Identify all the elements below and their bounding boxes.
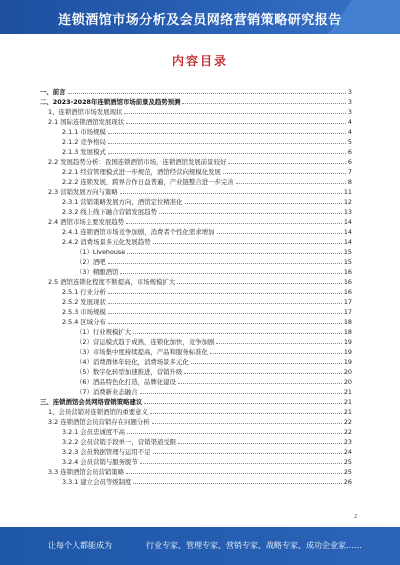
toc-entry[interactable] bbox=[40, 396, 352, 406]
toc-entry[interactable] bbox=[40, 146, 352, 156]
toc-entry-title: 3.2.4 会员营销与服务脱节 bbox=[62, 458, 138, 466]
toc-entry[interactable] bbox=[40, 276, 352, 286]
document-header-banner bbox=[0, 0, 400, 34]
toc-entry-page: 20 bbox=[343, 368, 352, 376]
toc-entry[interactable] bbox=[40, 456, 352, 466]
toc-entry-page: 5 bbox=[347, 138, 352, 146]
toc-entry-title: 3.2 连锁酒馆会员营销存在问题分析 bbox=[48, 418, 150, 426]
toc-entry-page: 21 bbox=[343, 398, 352, 406]
toc-entry-title: 2.3 营销发展方向与策略 bbox=[48, 188, 118, 196]
toc-leader-dots bbox=[182, 102, 345, 104]
toc-entry[interactable] bbox=[40, 416, 352, 426]
toc-entry-page: 19 bbox=[343, 338, 352, 346]
toc-entry-page: 19 bbox=[343, 358, 352, 366]
toc-entry[interactable] bbox=[40, 306, 352, 316]
toc-entry-page: 8 bbox=[347, 178, 352, 186]
toc-entry-title: 三、连锁酒馆会员网络营销策略建议 bbox=[40, 398, 143, 406]
toc-entry[interactable] bbox=[40, 326, 352, 336]
toc-entry-page: 14 bbox=[343, 238, 352, 246]
toc-leader-dots bbox=[127, 432, 342, 434]
toc-heading: 内容目录 bbox=[171, 54, 228, 68]
toc-entry-title: 3.2.3 会员数据管理与运用不足 bbox=[62, 448, 151, 456]
toc-entry[interactable] bbox=[40, 466, 352, 476]
toc-entry-title: 2.5.2 发展现状 bbox=[62, 298, 106, 306]
toc-entry-title: 2.2.2 连锁发展，跨界合作日益普遍，产业链整合进一步完善 bbox=[62, 178, 234, 186]
toc-leader-dots bbox=[223, 172, 346, 174]
toc-leader-dots bbox=[108, 302, 342, 304]
toc-entry-title: 二、2023-2028年连锁酒馆市场前景及趋势预测 bbox=[40, 98, 181, 106]
toc-entry-page: 25 bbox=[343, 458, 352, 466]
toc-leader-dots bbox=[108, 322, 342, 324]
toc-entry-title: 3.2.1 会员忠诚度不高 bbox=[62, 428, 126, 436]
toc-entry[interactable] bbox=[40, 116, 352, 126]
toc-entry-title: 2.4.2 消费场景多元化发展趋势 bbox=[62, 238, 151, 246]
toc-entry-title: （4）消费群体年轻化，消费场景多元化 bbox=[76, 358, 189, 366]
toc-leader-dots bbox=[68, 92, 346, 94]
toc-entry-page: 6 bbox=[347, 158, 352, 166]
toc-entry-title: 一、前言 bbox=[40, 88, 66, 96]
toc-entry-page: 3 bbox=[347, 88, 352, 96]
toc-entry[interactable] bbox=[40, 206, 352, 216]
toc-leader-dots bbox=[140, 392, 342, 394]
toc-entry[interactable] bbox=[40, 316, 352, 326]
table-of-contents bbox=[40, 86, 352, 486]
toc-entry-title: 2.1.1 市场规模 bbox=[62, 128, 106, 136]
toc-entry[interactable] bbox=[40, 266, 352, 276]
toc-entry-title: 2.5 酒馆连锁化程度不断提高，市场规模扩大 bbox=[48, 278, 176, 286]
toc-entry-title: 2.4.1 连锁酒馆市场竞争加剧，消费者个性化需求增加 bbox=[62, 228, 215, 236]
toc-entry-page: 18 bbox=[343, 328, 352, 336]
toc-entry[interactable] bbox=[40, 386, 352, 396]
toc-entry[interactable] bbox=[40, 426, 352, 436]
toc-leader-dots bbox=[153, 242, 342, 244]
toc-entry-title: （6）酒品特色化打造，品牌化建设 bbox=[76, 378, 176, 386]
toc-leader-dots bbox=[177, 282, 342, 284]
toc-leader-dots bbox=[108, 312, 342, 314]
toc-leader-dots bbox=[144, 402, 342, 404]
toc-entry-title: 2.4 酒馆市场主要发展趋势 bbox=[48, 218, 125, 226]
toc-entry[interactable] bbox=[40, 196, 352, 206]
toc-entry[interactable] bbox=[40, 156, 352, 166]
toc-entry[interactable] bbox=[40, 406, 352, 416]
toc-leader-dots bbox=[152, 422, 342, 424]
toc-leader-dots bbox=[236, 182, 346, 184]
toc-leader-dots bbox=[108, 262, 342, 264]
toc-entry[interactable] bbox=[40, 376, 352, 386]
toc-entry[interactable] bbox=[40, 86, 352, 96]
toc-entry[interactable] bbox=[40, 106, 352, 116]
toc-leader-dots bbox=[159, 212, 342, 214]
toc-entry-page: 22 bbox=[343, 428, 352, 436]
toc-entry-page: 19 bbox=[343, 348, 352, 356]
toc-leader-dots bbox=[140, 462, 342, 464]
toc-entry-title: （3）市场集中度持续提高，产品和服务标准化 bbox=[76, 348, 208, 356]
toc-entry[interactable] bbox=[40, 356, 352, 366]
toc-entry[interactable] bbox=[40, 216, 352, 226]
toc-entry-page: 22 bbox=[343, 418, 352, 426]
toc-entry[interactable] bbox=[40, 126, 352, 136]
toc-leader-dots bbox=[133, 332, 342, 334]
toc-entry-page: 12 bbox=[343, 198, 352, 206]
toc-entry-title: 2.3.1 营销策略发展方向，酒馆定位精准化 bbox=[62, 198, 183, 206]
toc-entry-title: （3）精酿酒馆 bbox=[76, 268, 119, 276]
toc-entry[interactable] bbox=[40, 336, 352, 346]
toc-entry-page: 24 bbox=[343, 448, 352, 456]
toc-entry-page: 11 bbox=[343, 188, 352, 196]
toc-entry-title: 2.3.2 线上线下融合营销发展趋势 bbox=[62, 208, 157, 216]
toc-entry-page: 26 bbox=[343, 478, 352, 486]
toc-entry-page: 6 bbox=[347, 148, 352, 156]
toc-entry-page: 25 bbox=[343, 468, 352, 476]
toc-leader-dots bbox=[126, 472, 342, 474]
toc-entry-page: 4 bbox=[347, 128, 352, 136]
toc-entry[interactable] bbox=[40, 186, 352, 196]
toc-entry-page: 21 bbox=[343, 388, 352, 396]
toc-entry[interactable] bbox=[40, 436, 352, 446]
page-number: 2 bbox=[354, 514, 358, 520]
toc-leader-dots bbox=[120, 272, 341, 274]
toc-entry-title: 2.1.3 发展模式 bbox=[62, 148, 106, 156]
toc-entry-page: 7 bbox=[347, 168, 352, 176]
toc-entry[interactable] bbox=[40, 476, 352, 486]
toc-entry-page: 13 bbox=[343, 208, 352, 216]
toc-leader-dots bbox=[216, 342, 342, 344]
toc-leader-dots bbox=[120, 192, 342, 194]
toc-leader-dots bbox=[153, 452, 342, 454]
toc-leader-dots bbox=[178, 382, 342, 384]
toc-entry-page: 15 bbox=[343, 258, 352, 266]
toc-entry-page: 17 bbox=[343, 298, 352, 306]
toc-entry-title: 3.3 连锁酒馆会员营销策略 bbox=[48, 468, 125, 476]
toc-leader-dots bbox=[108, 292, 342, 294]
toc-entry-title: （5）数字化转型加速推进，营销升级 bbox=[76, 368, 183, 376]
toc-entry[interactable] bbox=[40, 366, 352, 376]
toc-entry-title: （1）行业规模扩大 bbox=[76, 328, 132, 336]
toc-entry[interactable] bbox=[40, 226, 352, 236]
toc-entry-title: 1、会员营销对连锁酒馆的重要意义 bbox=[48, 408, 148, 416]
toc-leader-dots bbox=[127, 252, 342, 254]
toc-entry-title: （2）营运模式趋于成熟，连锁化加快，竞争加剧 bbox=[76, 338, 215, 346]
toc-leader-dots bbox=[126, 222, 342, 224]
toc-entry-page: 15 bbox=[343, 248, 352, 256]
toc-entry-page: 18 bbox=[343, 318, 352, 326]
toc-leader-dots bbox=[178, 442, 342, 444]
toc-entry-title: 2.2.1 经营管理模式进一步规范，酒馆经营向规模化发展 bbox=[62, 168, 221, 176]
toc-entry-title: 1、连锁酒馆市场发展现状 bbox=[48, 108, 123, 116]
toc-leader-dots bbox=[210, 352, 342, 354]
document-footer-banner bbox=[0, 527, 400, 565]
document-title: 连锁酒馆市场分析及会员网络营销策略研究报告 bbox=[58, 13, 342, 28]
toc-entry-page: 3 bbox=[347, 98, 352, 106]
toc-entry[interactable] bbox=[40, 176, 352, 186]
toc-entry[interactable] bbox=[40, 286, 352, 296]
toc-entry-title: 2.5.4 区域分布 bbox=[62, 318, 106, 326]
toc-leader-dots bbox=[108, 152, 346, 154]
toc-entry-title: （7）消费新业态融合 bbox=[76, 388, 138, 396]
toc-leader-dots bbox=[150, 412, 342, 414]
toc-entry-page: 23 bbox=[343, 438, 352, 446]
toc-leader-dots bbox=[108, 142, 346, 144]
toc-entry-title: 3.2.2 会员营销手段单一，营销渠道受限 bbox=[62, 438, 177, 446]
footer-slogan: 让每个人都能成为 bbox=[48, 541, 112, 550]
toc-entry[interactable] bbox=[40, 136, 352, 146]
toc-leader-dots bbox=[185, 202, 342, 204]
toc-leader-dots bbox=[108, 132, 346, 134]
toc-entry[interactable] bbox=[40, 296, 352, 306]
toc-leader-dots bbox=[228, 162, 346, 164]
toc-entry[interactable] bbox=[40, 246, 352, 256]
toc-entry-page: 14 bbox=[343, 218, 352, 226]
toc-entry-page: 20 bbox=[343, 378, 352, 386]
toc-entry[interactable] bbox=[40, 166, 352, 176]
toc-leader-dots bbox=[184, 372, 342, 374]
toc-entry-page: 17 bbox=[343, 308, 352, 316]
toc-entry-page: 16 bbox=[343, 268, 352, 276]
toc-entry-page: 21 bbox=[343, 408, 352, 416]
toc-entry-title: 2.1.2 竞争格局 bbox=[62, 138, 106, 146]
toc-entry-title: 2.2 发展趋势分析：我国连锁酒馆市场，连锁酒馆发展前景较好 bbox=[48, 158, 227, 166]
toc-entry-page: 3 bbox=[347, 108, 352, 116]
toc-entry-title: 3.3.1 建立会员等级制度 bbox=[62, 478, 132, 486]
toc-entry[interactable] bbox=[40, 96, 352, 106]
toc-entry-page: 4 bbox=[347, 118, 352, 126]
footer-description: 行业专家、管理专家、营销专家、战略专家、成功企业家…… bbox=[146, 541, 362, 550]
toc-leader-dots bbox=[126, 122, 346, 124]
toc-entry[interactable] bbox=[40, 256, 352, 266]
toc-entry-title: （2）酒吧 bbox=[76, 258, 106, 266]
toc-entry-page: 14 bbox=[343, 228, 352, 236]
toc-leader-dots bbox=[191, 362, 342, 364]
toc-entry[interactable] bbox=[40, 446, 352, 456]
toc-entry-page: 16 bbox=[343, 278, 352, 286]
toc-entry[interactable] bbox=[40, 346, 352, 356]
toc-leader-dots bbox=[217, 232, 342, 234]
toc-entry-title: 2.5.3 市场规模 bbox=[62, 308, 106, 316]
toc-leader-dots bbox=[133, 482, 341, 484]
toc-leader-dots bbox=[124, 112, 346, 114]
toc-entry-title: 2.5.1 行业分析 bbox=[62, 288, 106, 296]
toc-entry-title: （1）Livehouse bbox=[76, 248, 126, 256]
toc-entry[interactable] bbox=[40, 236, 352, 246]
toc-entry-page: 16 bbox=[343, 288, 352, 296]
toc-entry-title: 2.1 国际连锁酒馆发展现状 bbox=[48, 118, 125, 126]
